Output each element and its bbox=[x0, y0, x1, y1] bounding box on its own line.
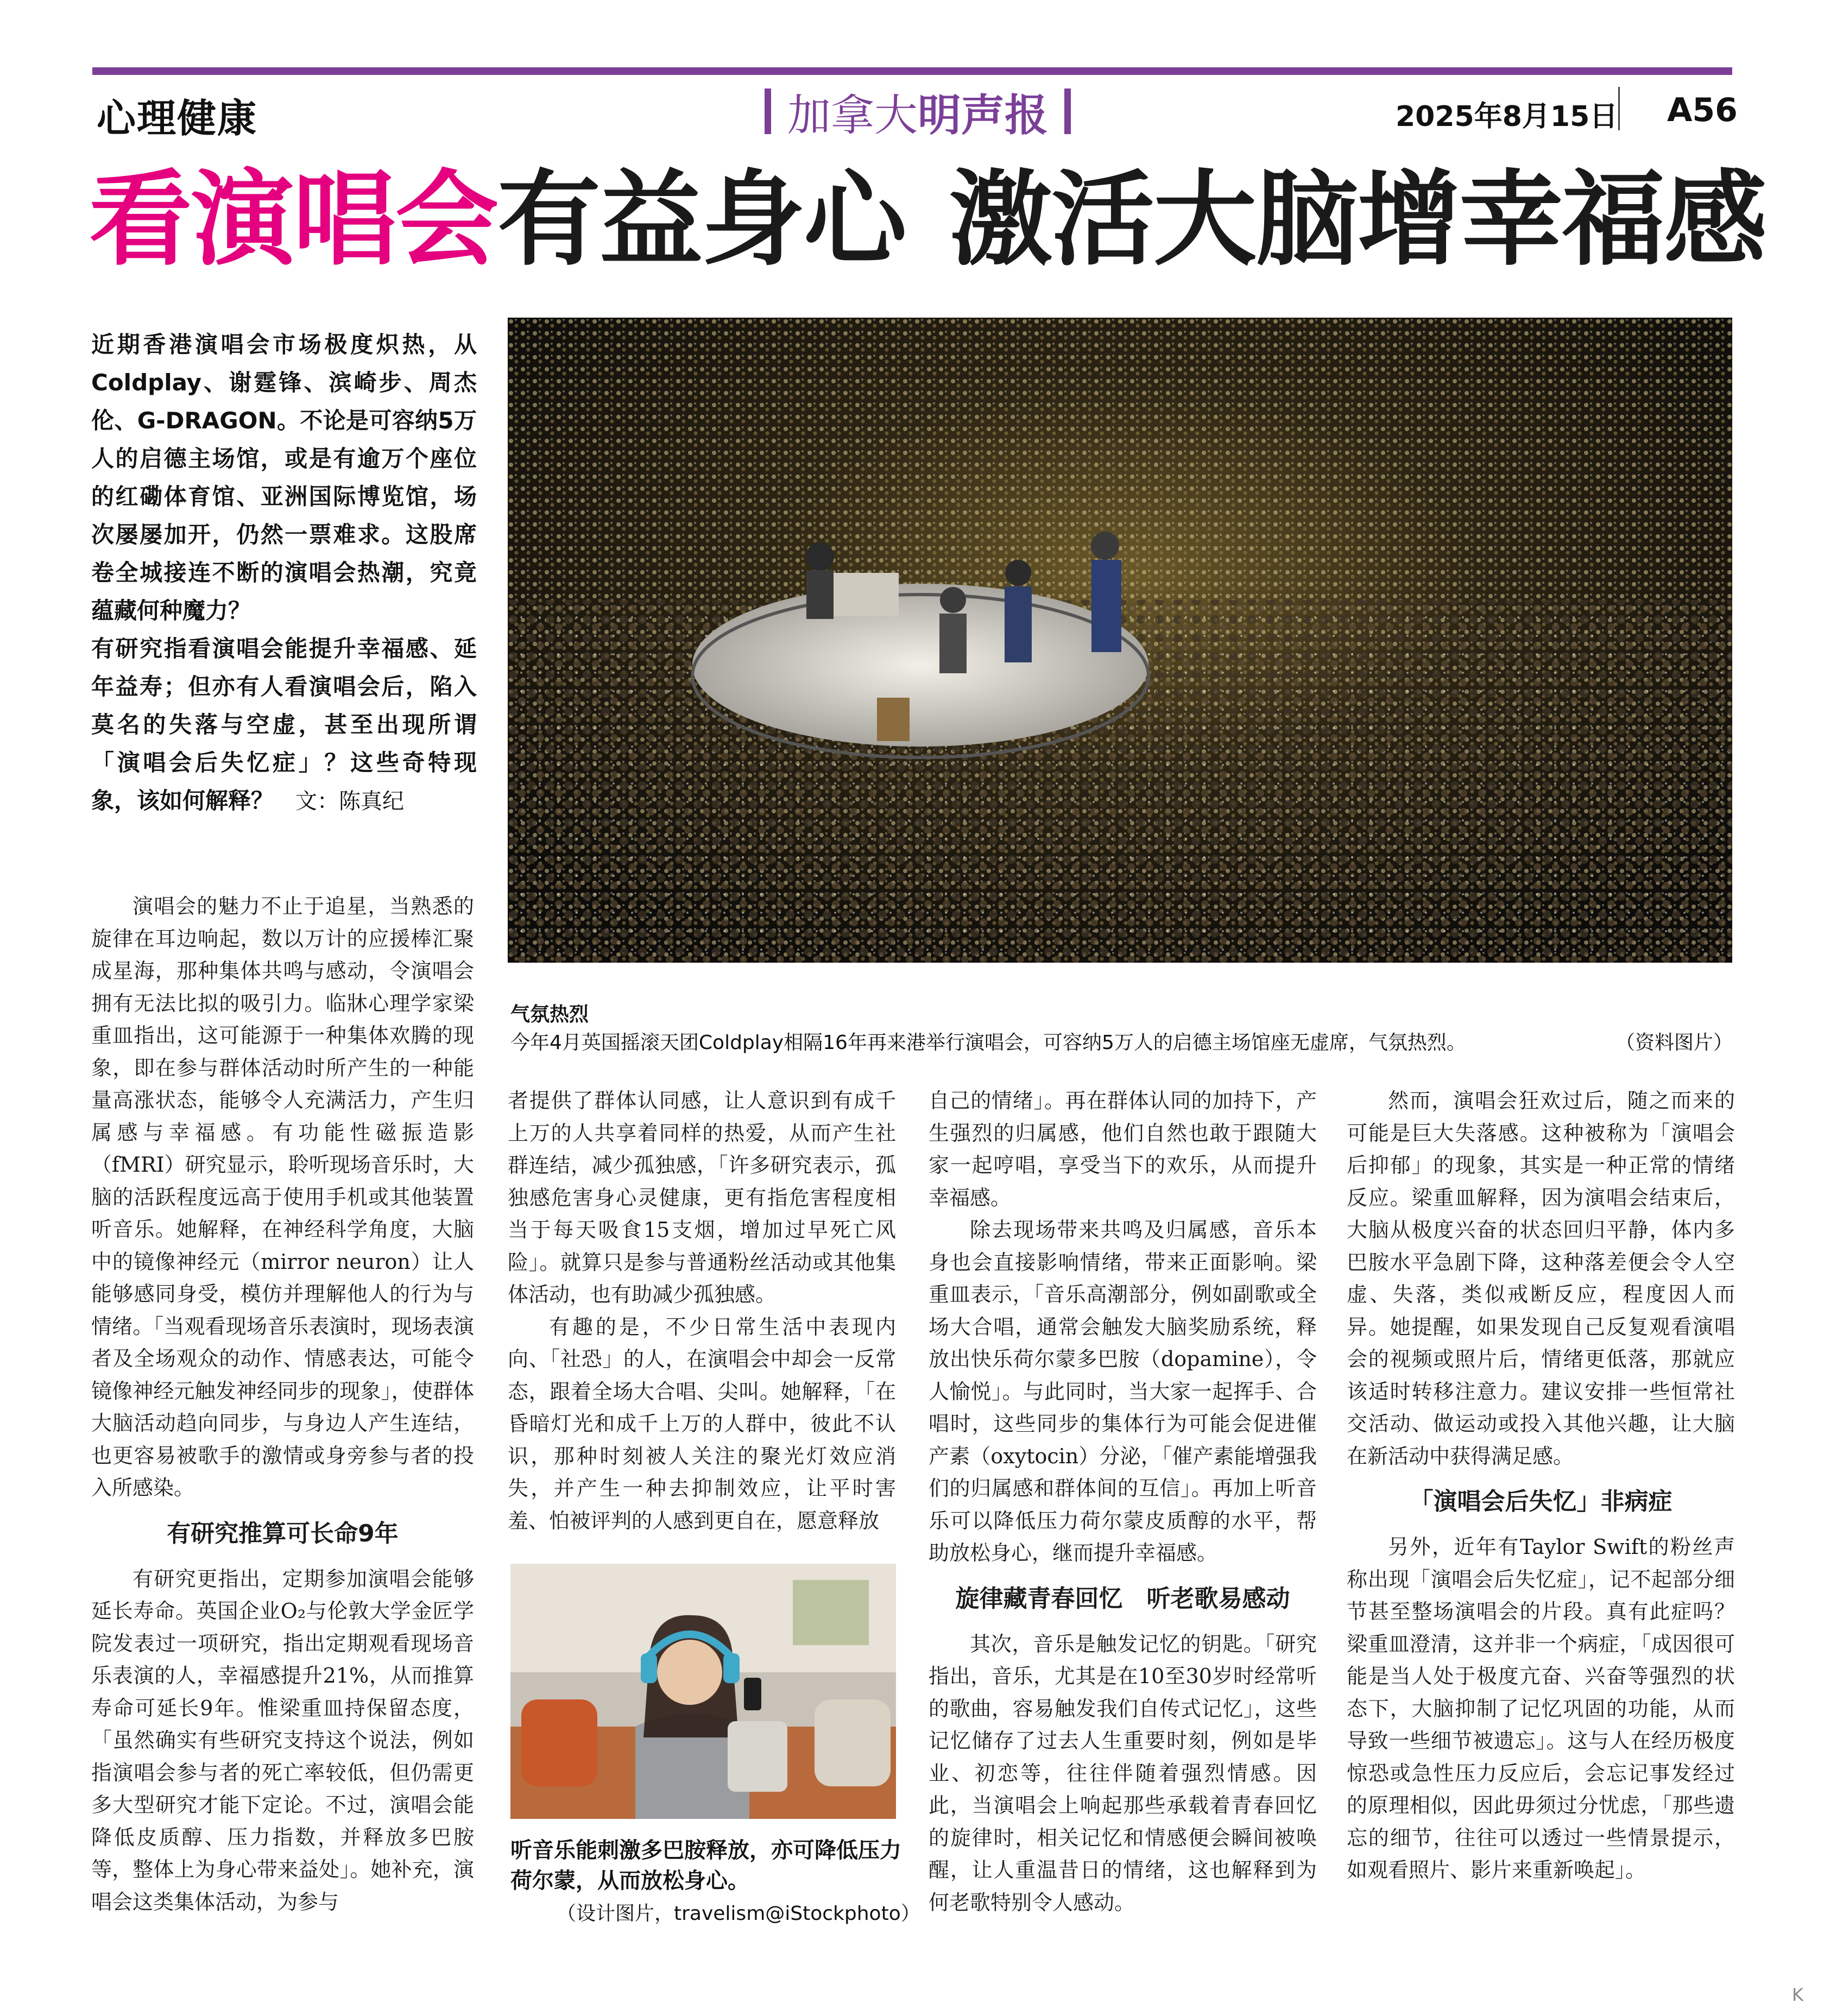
byline: 文：陈真纪 bbox=[295, 789, 405, 814]
body-paragraph: 有研究更指出，定期参加演唱会能够延长寿命。英国企业O₂与伦敦大学金匠学院发表过一项研究，指出定期观看现场音乐表演的人，幸福感提升21%，从而推算寿命可延长9年。惟梁重皿持保留态度，「虽然确实有些研究支持这个说法，例如指演唱会参与者的死亡率较低，但仍需更多大型研究才能下定论。不过，演唱会能降低皮质醇、压力指数，并释放多巴胺等，整体上为身心带来益处」。她补充，演唱会这类集体活动，为参与 bbox=[91, 1566, 474, 1914]
body-paragraph: 演唱会的魅力不止于追星，当熟悉的旋律在耳边响起，数以万计的应援棒汇聚成星海，那种集体共鸣与感动，令演唱会拥有无法比拟的吸引力。临牀心理学家梁重皿指出，这可能源于一种集体欢腾的现象，即在参与群体活动时所产生的一种能量高涨状态，能够令人充满活力，产生归属感与幸福感。有功能性磁振造影（fMRI）研究显示，聆听现场音乐时，大脑的活跃程度远高于使用手机或其他装置听音乐。她解释，在神经科学角度，大脑中的镜像神经元（mirror neuron）让人能够感同身受，模仿并理解他人的行为与情绪。「当观看现场音乐表演时，现场表演者及全场观众的动作、情感表达，可能令镜像神经元触发神经同步的现象」，使群体大脑活动趋向同步，与身边人产生连结，也更容易被歌手的激情或身旁参与者的投入所感染。 bbox=[91, 894, 474, 1500]
issue-date: 2025年8月15日 bbox=[1396, 100, 1618, 133]
concert-photo-illustration bbox=[508, 318, 1732, 963]
body-paragraph: 其次，音乐是触发记忆的钥匙。「研究指出，音乐，尤其是在10至30岁时经常听的歌曲，容易触发我们自传式记忆」，这些记忆储存了过去人生重要时刻，例如是毕业、初恋等，往往伴随着强烈情感。因此，当演唱会上响起那些承载着青春回忆的旋律时，相关记忆和情感便会瞬间被唤醒，让人重温昔日的情绪，这也解释到为何老歌特别令人感动。 bbox=[929, 1632, 1317, 1914]
column-3 bbox=[929, 1085, 1317, 1919]
body-paragraph: 然而，演唱会狂欢过后，随之而来的可能是巨大失落感。这种被称为「演唱会后抑郁」的现象，其实是一种正常的情绪反应。梁重皿解释，因为演唱会结束后，大脑从极度兴奋的状态回归平静，体内多巴胺水平急剧下降，这种落差便会令人空虚、失落，类似戒断反应，程度因人而异。她提醒，如果发现自己反复观看演唱会的视频或照片后，情绪更低落，那就应该适时转移注意力。建议安排一些恒常社交活动、做运动或投入其他兴趣，让大脑在新活动中获得满足感。 bbox=[1347, 1089, 1735, 1468]
photo-caption: 今年4月英国摇滚天团Coldplay相隔16年再来港举行演唱会，可容纳5万人的启德主场馆座无虚席，气氛热烈。 bbox=[510, 1032, 1466, 1054]
body-paragraph: 者提供了群体认同感，让人意识到有成千上万的人共享着同样的热爱，从而产生社群连结，减少孤独感，「许多研究表示，孤独感危害身心灵健康，更有指危害程度相当于每天吸食15支烟，增加过早死亡风险」。就算只是参与普通粉丝活动或其他集体活动，也有助减少孤独感。 bbox=[508, 1089, 896, 1306]
subheading-1: 有研究推算可长命9年 bbox=[167, 1519, 399, 1547]
inset-credit: （设计图片，travelism@iStockphoto） bbox=[557, 1903, 920, 1925]
headline-part2: 激活大脑增幸福感 bbox=[949, 160, 1766, 280]
header-rule bbox=[92, 67, 1732, 75]
column-4 bbox=[1347, 1085, 1735, 1887]
body-paragraph: 自己的情绪」。再在群体认同的加持下，产生强烈的归属感，他们自然也敢于跟随大家一起哼唱，享受当下的欢乐，从而提升幸福感。 bbox=[929, 1089, 1317, 1210]
column-2 bbox=[508, 1085, 896, 1537]
inset-photo-illustration bbox=[510, 1564, 896, 1819]
headline-highlight: 看演唱会 bbox=[89, 160, 498, 280]
corner-mark: K bbox=[1792, 1985, 1803, 2005]
subheading-3: 「演唱会后失忆」非病症 bbox=[1409, 1488, 1672, 1515]
lead-p1: 近期香港演唱会市场极度炽热，从Coldplay、谢霆锋、滨崎步、周杰伦、G-DRAGON。不论是可容纳5万人的启德主场馆，或是有逾万个座位的红磡体育馆、亚洲国际博览馆，场次屡屡加开，仍然一票难求。这股席卷全城接连不断的演唱会热潮，究竟蕴藏何种魔力？ bbox=[91, 331, 477, 624]
lead-p2-text: 有研究指看演唱会能提升幸福感、延年益寿；但亦有人看演唱会后，陷入莫名的失落与空虚，甚至出现所谓「演唱会后失忆症」？这些奇特现象，该如何解释？ bbox=[91, 635, 477, 814]
header-divider bbox=[1618, 87, 1620, 130]
phone-icon bbox=[744, 1678, 761, 1710]
masthead-bold: 明声报 bbox=[918, 90, 1048, 141]
page-number: A56 bbox=[1667, 91, 1738, 129]
inset-photo bbox=[510, 1564, 896, 1819]
body-paragraph: 除去现场带来共鸣及归属感，音乐本身也会直接影响情绪，带来正面影响。梁重皿表示，「音乐高潮部分，例如副歌或全场大合唱，通常会触发大脑奖励系统，释放出快乐荷尔蒙多巴胺（dopamine），令人愉悦」。与此同时，当大家一起挥手、合唱时，这些同步的集体行为可能会促进催产素（oxytocin）分泌，「催产素能增强我们的归属感和群体间的互信」。再加上听音乐可以降低压力荷尔蒙皮质醇的水平，帮助放松身心，继而提升幸福感。 bbox=[929, 1218, 1317, 1565]
body-paragraph: 有趣的是，不少日常生活中表现内向、「社恐」的人，在演唱会中却会一反常态，跟着全场大合唱、尖叫。她解释，「在昏暗灯光和成千上万的人群中，彼此不认识，那种时刻被人关注的聚光灯效应消失，并产生一种去抑制效应，让平时害羞、怕被评判的人感到更自在，愿意释放 bbox=[508, 1314, 896, 1533]
headline-part1: 有益身心 bbox=[497, 160, 906, 280]
concert-photo bbox=[508, 318, 1732, 963]
body-paragraph: 另外，近年有Taylor Swift的粉丝声称出现「演唱会后失忆症」，记不起部分细节甚至整场演唱会的片段。真有此症吗？梁重皿澄清，这并非一个病症，「成因很可能是当人处于极度亢奋、兴奋等强烈的状态下，大脑抑制了记忆巩固的功能，从而导致一些细节被遗忘」。这与人在经历极度惊恐或急性压力反应后，会忘记事发经过的原理相似，因此毋须过分忧虑，「那些遗忘的细节，往往可以透过一些情景提示，如观看照片、影片来重新唤起」。 bbox=[1347, 1535, 1735, 1882]
lead-paragraphs bbox=[91, 326, 477, 820]
lead-p2 bbox=[91, 630, 477, 820]
section-title: 心理健康 bbox=[97, 96, 258, 141]
subheading-2: 旋律藏青春回忆 听老歌易感动 bbox=[955, 1584, 1290, 1613]
headline bbox=[89, 157, 1766, 282]
masthead-bar-right bbox=[1064, 89, 1071, 134]
masthead bbox=[739, 81, 1097, 141]
stage bbox=[692, 584, 1148, 747]
masthead-bar-left bbox=[765, 89, 771, 134]
photo-credit: （资料图片） bbox=[1615, 1032, 1733, 1054]
column-1 bbox=[91, 890, 474, 1918]
masthead-light: 加拿大 bbox=[787, 90, 918, 141]
inset-caption: 听音乐能刺激多巴胺释放，亦可降低压力荷尔蒙，从而放松身心。 bbox=[510, 1838, 901, 1893]
photo-caption-title: 气氛热烈 bbox=[510, 1003, 589, 1026]
masthead-text bbox=[787, 80, 1048, 143]
